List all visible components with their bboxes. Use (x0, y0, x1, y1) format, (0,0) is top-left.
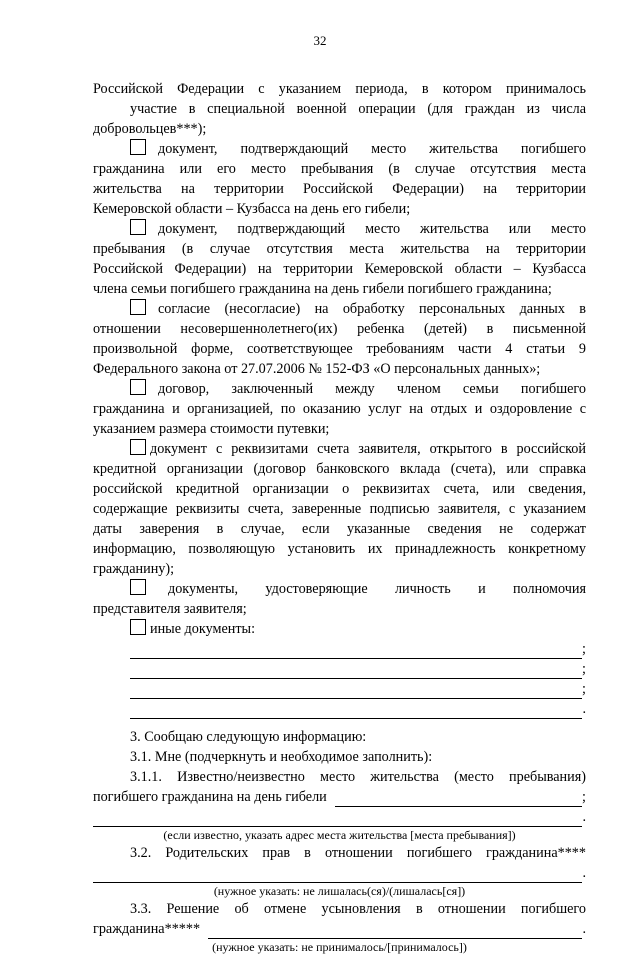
residence-input-2[interactable] (93, 810, 582, 827)
document-item-line: члена семьи погибшего гражданина на день гибели погибшего гражданина; (93, 281, 552, 297)
section-line: 3.1.1. Известно/неизвестно место жительства (место пребывания) (130, 769, 586, 785)
residence-hint: (если известно, указать адрес места жительства [места пребывания]) (163, 828, 516, 842)
document-item: согласие (несогласие) на обработку персональных данных в (93, 299, 586, 319)
other-docs-line[interactable]: ; (93, 639, 586, 659)
document-item: документ, подтверждающий место жительства погибшего (93, 139, 586, 159)
document-item-line: содержащие реквизиты счета, заверенные подписью заявителя, с указанием (93, 501, 586, 517)
checkbox[interactable] (130, 439, 146, 455)
intro-line: Российской Федерации с указанием периода, в котором принималось (93, 81, 586, 97)
document-item-line: указанием размера стоимости путевки; (93, 421, 330, 437)
checkbox[interactable] (130, 219, 146, 235)
checkbox[interactable] (130, 299, 146, 315)
other-docs-line[interactable]: ; (93, 679, 586, 699)
intro-line: участие в специальной военной операции (для граждан из числа (130, 101, 586, 117)
parental-rights-row: . (93, 863, 586, 883)
document-item-line: Федерального закона от 27.07.2006 № 152-ФЗ «О персональных данных»; (93, 361, 541, 377)
document-item: иные документы: (93, 619, 586, 639)
document-item-line: гражданина и организацией, по оказанию услуг на отдых и оздоровление с (93, 401, 586, 417)
document-item-line: Кемеровской области – Кузбасса на день его гибели; (93, 201, 411, 217)
section-heading: 3. Сообщаю следующую информацию: (130, 729, 367, 745)
adoption-hint: (нужное указать: не принималось/[принималось]) (212, 940, 467, 954)
document-item-line: представителя заявителя; (93, 601, 247, 617)
document-item-line: пребывания (в случае отсутствия места жительства на территории (93, 241, 586, 257)
document-item-line: российской кредитной организации о реквизитах счета, или сведения, (93, 481, 586, 497)
document-item-line: информацию, позволяющую установить их принадлежность конкретному (93, 541, 586, 557)
adoption-row: гражданина***** . (93, 921, 586, 937)
document-item-line: кредитной организации (договор банковского вклада (счета), или справка (93, 461, 586, 477)
section-subheading: 3.1. Мне (подчеркнуть и необходимое заполнить): (130, 749, 433, 765)
section-line: 3.2. Родительских прав в отношении погибшего гражданина**** (130, 845, 586, 861)
document-item-line: Российской Федерации) на территории Кемеровской области – Кузбасса (93, 261, 586, 277)
document-item: договор, заключенный между членом семьи погибшего (93, 379, 586, 399)
residence-row-2: . (93, 807, 586, 827)
checkbox[interactable] (130, 619, 146, 635)
section-line: 3.3. Решение об отмене усыновления в отношении погибшего (130, 901, 586, 917)
checkbox[interactable] (130, 579, 146, 595)
residence-row: погибшего гражданина на день гибели ; (93, 789, 586, 805)
checkbox[interactable] (130, 139, 146, 155)
parental-rights-hint: (нужное указать: не лишалась(ся)/(лишалась[ся]) (213, 884, 466, 898)
other-docs-line[interactable]: . (93, 699, 586, 719)
checkbox[interactable] (130, 379, 146, 395)
document-item-line: гражданину); (93, 561, 175, 577)
document-item-line: жительства на территории Российской Федерации) на территории (93, 181, 586, 197)
document-item-line: произвольной форме, соответствующее требованиям части 4 статьи 9 (93, 341, 586, 357)
intro-line: добровольцев***); (93, 121, 207, 137)
document-item-line: отношении несовершеннолетнего(их) ребенка (детей) в письменной (93, 321, 586, 337)
document-item: документ, подтверждающий место жительства или место (93, 219, 586, 239)
residence-input[interactable] (335, 790, 582, 807)
page-number: 32 (313, 33, 327, 48)
other-docs-line[interactable]: ; (93, 659, 586, 679)
document-body (93, 79, 586, 955)
parental-rights-input[interactable] (93, 866, 582, 883)
adoption-input[interactable] (208, 922, 582, 939)
document-item: документы, удостоверяющие личность и полномочия (93, 579, 586, 599)
document-item-line: гражданина или его место пребывания (в случае отсутствия места (93, 161, 586, 177)
document-item: документ с реквизитами счета заявителя, открытого в российской (93, 439, 586, 459)
document-item-line: даты заверения в случае, если указанные сведения не содержат (93, 521, 586, 537)
